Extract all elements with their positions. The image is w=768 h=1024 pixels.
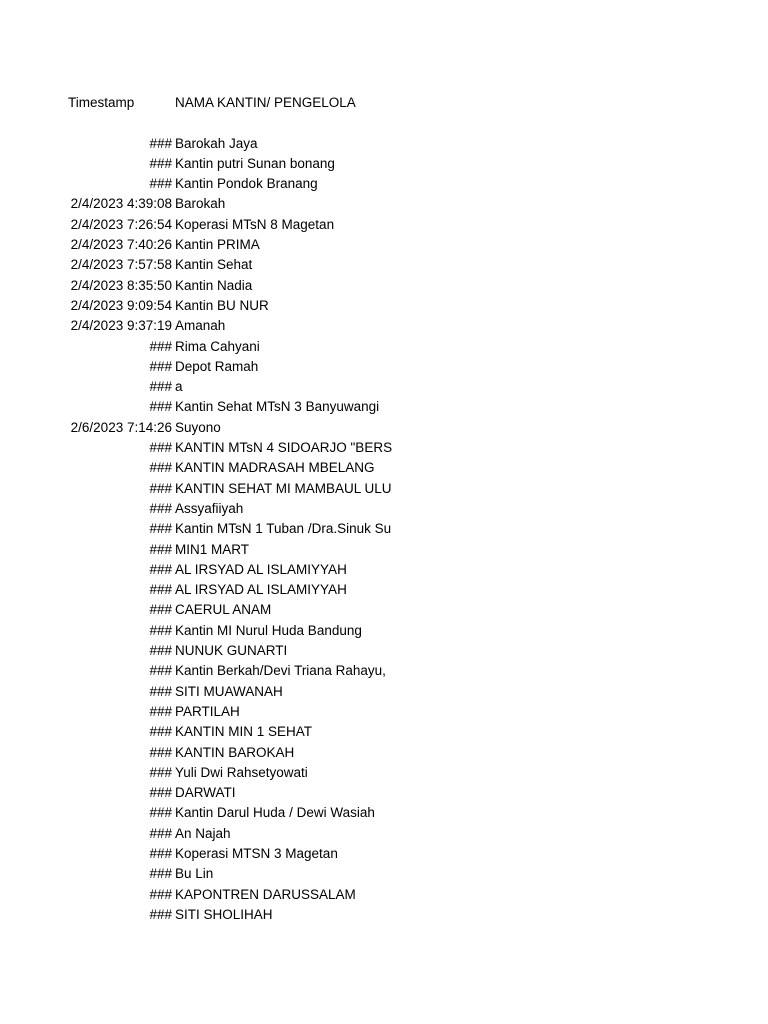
name-cell: Kantin PRIMA: [175, 237, 260, 253]
timestamp-cell: 2/4/2023 7:40:26: [70, 237, 172, 253]
table-row: [0, 540, 768, 560]
timestamp-cell: ###: [149, 135, 172, 151]
table-row: [0, 885, 768, 905]
name-cell: NUNUK GUNARTI: [175, 643, 288, 659]
data-rows: [0, 134, 768, 926]
table-row: [0, 174, 768, 194]
name-cell: Rima Cahyani: [175, 338, 260, 354]
timestamp-cell: 2/4/2023 4:39:08: [70, 196, 172, 212]
table-row: [0, 803, 768, 823]
table-row: [0, 824, 768, 844]
timestamp-header: Timestamp: [68, 95, 135, 110]
timestamp-cell: ###: [149, 886, 172, 902]
timestamp-cell: 2/4/2023 7:57:58: [70, 257, 172, 273]
name-cell: KANTIN BAROKAH: [175, 744, 295, 760]
timestamp-cell: ###: [149, 480, 172, 496]
table-row: [0, 215, 768, 235]
table-row: [0, 519, 768, 539]
table-row: [0, 661, 768, 681]
timestamp-cell: ###: [149, 176, 172, 192]
name-cell: Bu Lin: [175, 866, 214, 882]
name-cell: AL IRSYAD AL ISLAMIYYAH: [175, 582, 347, 598]
name-cell: Kantin putri Sunan bonang: [175, 155, 335, 171]
name-cell: Kantin Pondok Branang: [175, 176, 318, 192]
timestamp-cell: ###: [149, 643, 172, 659]
timestamp-cell: ###: [149, 764, 172, 780]
table-row: [0, 905, 768, 925]
timestamp-cell: ###: [149, 724, 172, 740]
timestamp-cell: ###: [149, 744, 172, 760]
table-row: [0, 763, 768, 783]
timestamp-cell: 2/4/2023 9:09:54: [70, 297, 172, 313]
name-cell: Kantin Berkah/Devi Triana Rahayu,: [175, 663, 386, 679]
timestamp-cell: ###: [149, 866, 172, 882]
table-row: [0, 479, 768, 499]
name-cell: Suyono: [175, 419, 221, 435]
table-row: [0, 235, 768, 255]
table-row: [0, 194, 768, 214]
timestamp-cell: 2/6/2023 7:14:26: [70, 419, 172, 435]
timestamp-cell: ###: [149, 845, 172, 861]
spreadsheet-page: [0, 93, 768, 925]
name-cell: Kantin BU NUR: [175, 297, 269, 313]
timestamp-cell: ###: [149, 906, 172, 922]
name-cell: KANTIN SEHAT MI MAMBAUL ULU: [175, 480, 392, 496]
name-cell: Yuli Dwi Rahsetyowati: [175, 764, 308, 780]
timestamp-cell: ###: [149, 602, 172, 618]
table-row: [0, 418, 768, 438]
name-cell: Kantin Darul Huda / Dewi Wasiah: [175, 805, 375, 821]
table-row: [0, 580, 768, 600]
table-row: [0, 377, 768, 397]
table-row: [0, 337, 768, 357]
name-cell: Amanah: [175, 318, 226, 334]
timestamp-cell: ###: [149, 825, 172, 841]
timestamp-cell: ###: [149, 703, 172, 719]
table-row: [0, 682, 768, 702]
table-row: [0, 357, 768, 377]
name-cell: DARWATI: [175, 785, 236, 801]
name-cell: Koperasi MTsN 8 Magetan: [175, 216, 335, 232]
table-row: [0, 743, 768, 763]
table-row: [0, 722, 768, 742]
timestamp-cell: 2/4/2023 7:26:54: [70, 216, 172, 232]
name-cell: Kantin Sehat: [175, 257, 253, 273]
name-cell: An Najah: [175, 825, 231, 841]
table-row: [0, 641, 768, 661]
timestamp-cell: ###: [149, 379, 172, 395]
timestamp-cell: 2/4/2023 8:35:50: [70, 277, 172, 293]
table-row: [0, 134, 768, 154]
timestamp-cell: ###: [149, 785, 172, 801]
table-row: [0, 560, 768, 580]
name-cell: SITI SHOLIHAH: [175, 906, 273, 922]
name-cell: Depot Ramah: [175, 358, 259, 374]
table-row: [0, 438, 768, 458]
timestamp-cell: ###: [149, 561, 172, 577]
table-row: [0, 276, 768, 296]
name-cell: SITI MUAWANAH: [175, 683, 283, 699]
header-row: [0, 93, 768, 113]
name-cell: MIN1 MART: [175, 541, 250, 557]
table-row: [0, 621, 768, 641]
timestamp-cell: ###: [149, 541, 172, 557]
timestamp-cell: ###: [149, 622, 172, 638]
timestamp-cell: ###: [149, 521, 172, 537]
name-cell: Assyafiiyah: [175, 500, 244, 516]
timestamp-cell: ###: [149, 663, 172, 679]
table-row: [0, 783, 768, 803]
timestamp-cell: ###: [149, 358, 172, 374]
timestamp-cell: ###: [149, 338, 172, 354]
timestamp-cell: ###: [149, 460, 172, 476]
timestamp-cell: 2/4/2023 9:37:19: [70, 318, 172, 334]
table-row: [0, 255, 768, 275]
name-cell: KAPONTREN DARUSSALAM: [175, 886, 356, 902]
table-row: [0, 154, 768, 174]
name-cell: AL IRSYAD AL ISLAMIYYAH: [175, 561, 347, 577]
name-cell: Kantin Nadia: [175, 277, 253, 293]
table-row: [0, 844, 768, 864]
table-row: [0, 316, 768, 336]
timestamp-cell: ###: [149, 500, 172, 516]
name-cell: PARTILAH: [175, 703, 240, 719]
timestamp-cell: ###: [149, 440, 172, 456]
timestamp-cell: ###: [149, 683, 172, 699]
timestamp-cell: ###: [149, 582, 172, 598]
table-row: [0, 458, 768, 478]
table-row: [0, 864, 768, 884]
name-cell: Barokah Jaya: [175, 135, 258, 151]
table-row: [0, 296, 768, 316]
name-cell: KANTIN MADRASAH MBELANG: [175, 460, 375, 476]
name-cell: Kantin MI Nurul Huda Bandung: [175, 622, 362, 638]
name-cell: Koperasi MTSN 3 Magetan: [175, 845, 338, 861]
table-row: [0, 499, 768, 519]
table-row: [0, 600, 768, 620]
table-row: [0, 397, 768, 417]
timestamp-cell: ###: [149, 805, 172, 821]
name-cell: a: [175, 379, 183, 395]
name-cell: CAERUL ANAM: [175, 602, 272, 618]
name-cell: Kantin MTsN 1 Tuban /Dra.Sinuk Su: [175, 521, 392, 537]
name-cell: KANTIN MIN 1 SEHAT: [175, 724, 313, 740]
name-header: NAMA KANTIN/ PENGELOLA: [175, 95, 356, 110]
table-row: [0, 702, 768, 722]
timestamp-cell: ###: [149, 155, 172, 171]
timestamp-cell: ###: [149, 399, 172, 415]
name-cell: Barokah: [175, 196, 226, 212]
name-cell: KANTIN MTsN 4 SIDOARJO "BERS: [175, 440, 393, 456]
name-cell: Kantin Sehat MTsN 3 Banyuwangi: [175, 399, 380, 415]
